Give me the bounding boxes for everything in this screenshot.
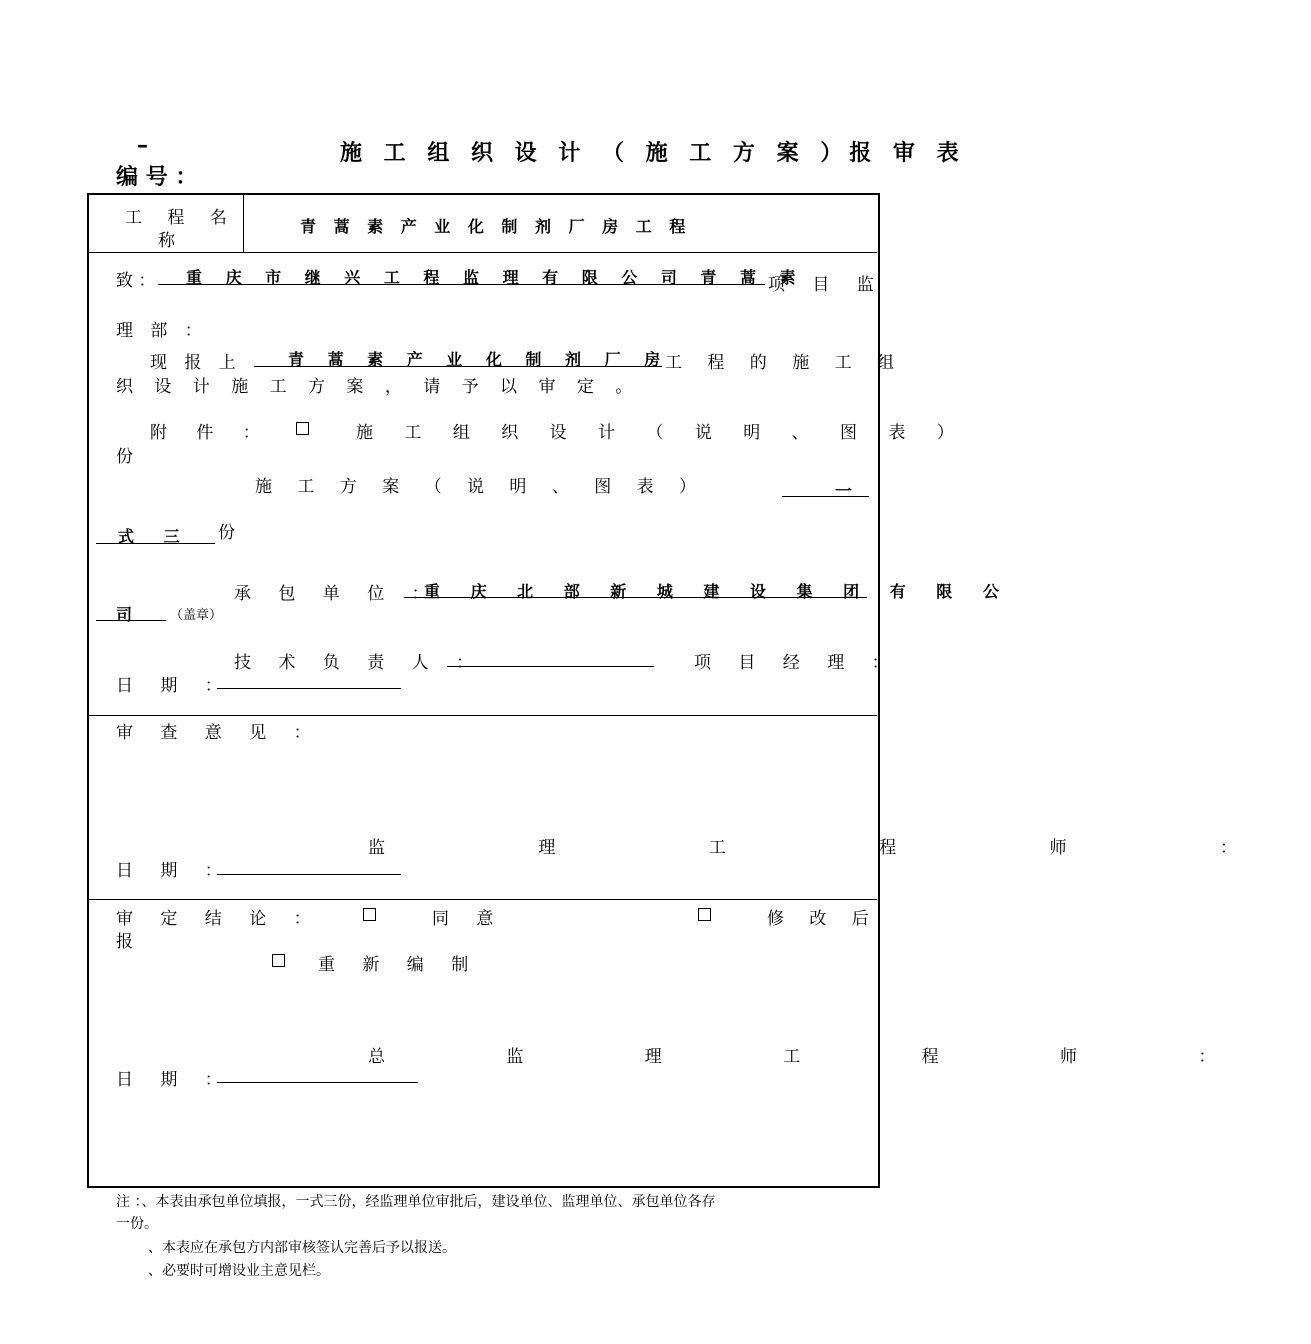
- conclusion-date-label: 日 期 ：: [116, 1070, 233, 1090]
- review-date-label: 日 期 ：: [116, 861, 233, 881]
- note-line-2: 、本表应在承包方内部审核签认完善后予以报送。: [148, 1240, 456, 1256]
- attach-qty-part2[interactable]: 式 三: [118, 527, 192, 546]
- row-divider-conclusion: [88, 899, 877, 900]
- row-divider-review: [88, 715, 877, 716]
- header-dash: –: [137, 132, 148, 158]
- to-suffix: 项 目 监: [768, 275, 885, 295]
- project-name-label-2: 称: [158, 231, 175, 251]
- conclusion-date-underline[interactable]: [217, 1082, 418, 1083]
- engineer-label: 监 理 工 程 师 ：: [368, 838, 1311, 858]
- review-opinion-label: 审 查 意 见 ：: [116, 723, 322, 743]
- submission-date-underline[interactable]: [217, 688, 401, 689]
- project-name-label: 工 程 名: [125, 208, 237, 228]
- modify-label: 修 改 后: [767, 909, 879, 929]
- row-divider-project: [88, 252, 877, 253]
- seal-label: （盖章）: [170, 608, 223, 623]
- agree-label: 同 意: [432, 909, 505, 929]
- conclusion-label: 审 定 结 论 ：: [116, 909, 322, 929]
- agree-checkbox[interactable]: [363, 904, 376, 923]
- attach-item-2: 施 工 方 案 （ 说 明 、 图 表 ）: [255, 477, 707, 497]
- note-line-1: 注 ：、本表由承包单位填报，一式三份，经监理单位审批后，建设单位、监理单位、承包单位各存: [116, 1194, 716, 1210]
- attach-qty-part1[interactable]: 一: [835, 482, 852, 502]
- tech-lead-underline[interactable]: [447, 666, 654, 667]
- to-line2: 理 部 ：: [116, 321, 208, 341]
- attach-checkbox-1[interactable]: [296, 418, 309, 437]
- contractor-value-2[interactable]: 司: [116, 605, 133, 624]
- modify-checkbox[interactable]: [698, 904, 711, 923]
- attach-unit-1: 份: [116, 447, 133, 467]
- redo-checkbox[interactable]: [272, 950, 285, 969]
- pm-label: 项 目 经 理 ：: [694, 653, 900, 673]
- tech-lead-label: 技 术 负 责 人 ：: [234, 653, 485, 673]
- attach-item-1: 施 工 组 织 设 计 （ 说 明 、 图 表 ）: [356, 423, 967, 443]
- note-line-1b: 一份。: [116, 1216, 158, 1232]
- to-value[interactable]: 重 庆 市 继 兴 工 程 监 理 有 限 公 司 青 蒿 素: [186, 268, 805, 287]
- submission-date-label: 日 期 ：: [116, 676, 233, 696]
- to-label: 致 ：: [116, 271, 156, 291]
- attach-qty-underline-1: [782, 496, 869, 497]
- review-date-underline[interactable]: [217, 874, 401, 875]
- project-value[interactable]: 青 蒿 素 产 业 化 制 剂 厂 房: [288, 350, 670, 369]
- contractor-value[interactable]: 重 庆 北 部 新 城 建 设 集 团 有 限 公: [424, 582, 1012, 601]
- redo-label: 重 新 编 制: [318, 955, 480, 975]
- attach-label: 附 件 ：: [150, 423, 272, 443]
- page-title: 施 工 组 织 设 计 （ 施 工 方 案 ）报 审 表: [340, 140, 966, 166]
- col-divider-project: [243, 194, 244, 252]
- modify-label-2: 报: [116, 932, 133, 952]
- project-suffix: 工 程 的 施 工 组: [665, 353, 905, 373]
- attach-unit-2: 份: [218, 523, 235, 543]
- project-name-value: 青 蒿 素 产 业 化 制 剂 厂 房 工 程: [300, 217, 692, 236]
- now-submit-label: 现 报 上: [150, 353, 242, 373]
- form-number-label: 编 号 ：: [116, 164, 198, 190]
- contractor-label: 承 包 单 位 ：: [234, 584, 440, 604]
- submission-line2: 织 设 计 施 工 方 案 ， 请 予 以 审 定 。: [116, 377, 641, 397]
- chief-engineer-label: 总 监 理 工 程 师 ：: [368, 1047, 1274, 1067]
- note-line-3: 、必要时可增设业主意见栏。: [148, 1263, 330, 1279]
